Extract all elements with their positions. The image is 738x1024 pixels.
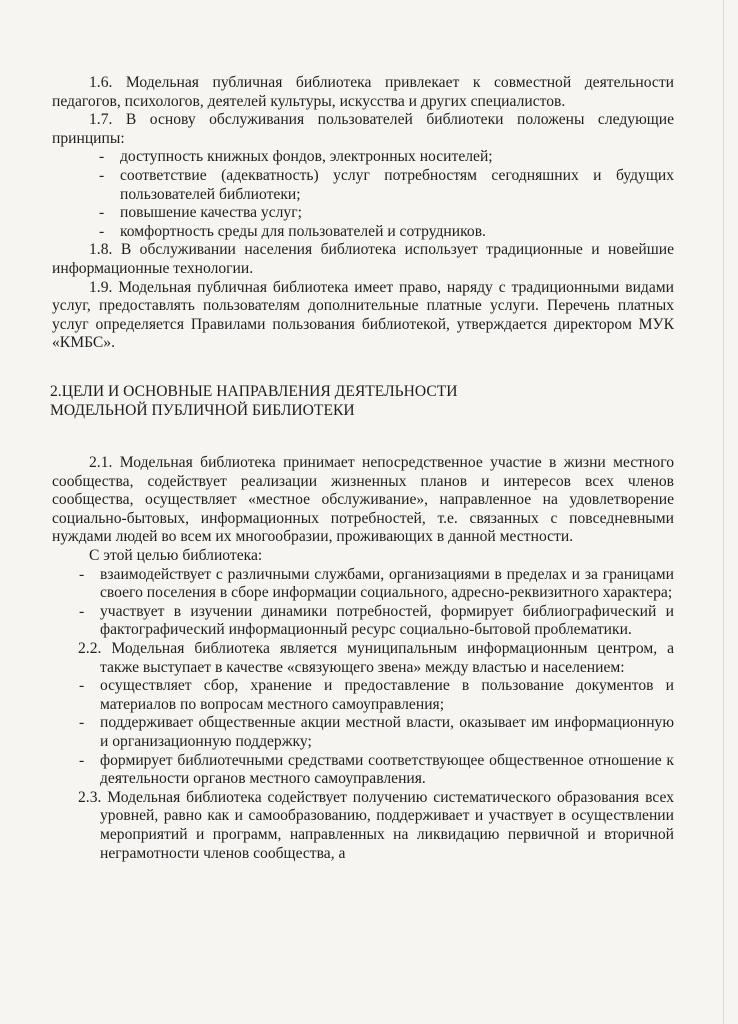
list-item: - соответствие (адекватность) услуг потребностям сегодняшних и будущих пользователей библиотеки; bbox=[52, 167, 674, 204]
list-item: - комфортность среды для пользователей и сотрудников. bbox=[52, 223, 674, 242]
section-2-heading: 2.ЦЕЛИ И ОСНОВНЫЕ НАПРАВЛЕНИЯ ДЕЯТЕЛЬНОСТИ МОДЕЛЬНОЙ ПУБЛИЧНОЙ БИБЛИОТЕКИ bbox=[50, 382, 458, 419]
document-body bbox=[52, 74, 674, 863]
list-item: - осуществляет сбор, хранение и предоставление в пользование документов и материалов по вопросам местного самоуправления; bbox=[52, 677, 674, 714]
paragraph-1-8: 1.8. В обслуживании населения библиотека использует традиционные и новейшие информационные технологии. bbox=[52, 241, 674, 277]
list-item: - взаимодействует с различными службами, организациями в пределах и за границами своего поселения в сборе информации социального, адресно-реквизитного характера; bbox=[52, 566, 674, 603]
paragraph-1-7: 1.7. В основу обслуживания пользователей библиотеки положены следующие принципы: bbox=[52, 111, 674, 147]
list-item: - доступность книжных фондов, электронных носителей; bbox=[52, 148, 674, 167]
list-item: - формирует библиотечными средствами соответствующее общественное отношение к деятельности органов местного самоуправления. bbox=[52, 752, 674, 789]
paragraph-2-1: 2.1. Модельная библиотека принимает непосредственное участие в жизни местного сообщества, содействует реализации жизненных планов и интересов всех членов сообщества, осуществляет «местное обслуживание», направленное на удовлетворение социально-бытовых, информационных потребностей, т.е. связанных с повседневными нуждами людей во всем их многообразии, проживающих в данной местности. bbox=[52, 454, 674, 546]
paragraph-2-3: 2.3. Модельная библиотека содействует получению систематического образования всех уровней, равно как и самообразованию, поддерживает и участвует в осуществлении мероприятий и программ, направленных на ликвидацию первичной и вторичной неграмотности членов сообщества, а bbox=[78, 788, 674, 862]
list-item: - повышение качества услуг; bbox=[52, 204, 674, 223]
paragraph-1-9: 1.9. Модельная публичная библиотека имеет право, наряду с традиционными видами услуг, предоставлять пользователям дополнительные платные услуги. Перечень платных услуг определяется Правилами пользования библиотекой, утверждается директором МУК «КМБС». bbox=[52, 278, 674, 352]
page-edge bbox=[723, 0, 724, 1024]
paragraph-2-2: 2.2. Модельная библиотека является муниципальным информационным центром, а также выступает в качестве «связующего звена» между властью и населением: bbox=[78, 640, 674, 676]
list-item: - участвует в изучении динамики потребностей, формирует библиографический и фактографический информационный ресурс социально-бытовой проблематики. bbox=[52, 603, 674, 640]
paragraph-aim: С этой целью библиотека: bbox=[89, 547, 263, 565]
paragraph-1-6: 1.6. Модельная публичная библиотека привлекает к совместной деятельности педагогов, психологов, деятелей культуры, искусства и других специалистов. bbox=[52, 74, 674, 110]
list-item: - поддерживает общественные акции местной власти, оказывает им информационную и организационную поддержку; bbox=[52, 714, 674, 751]
